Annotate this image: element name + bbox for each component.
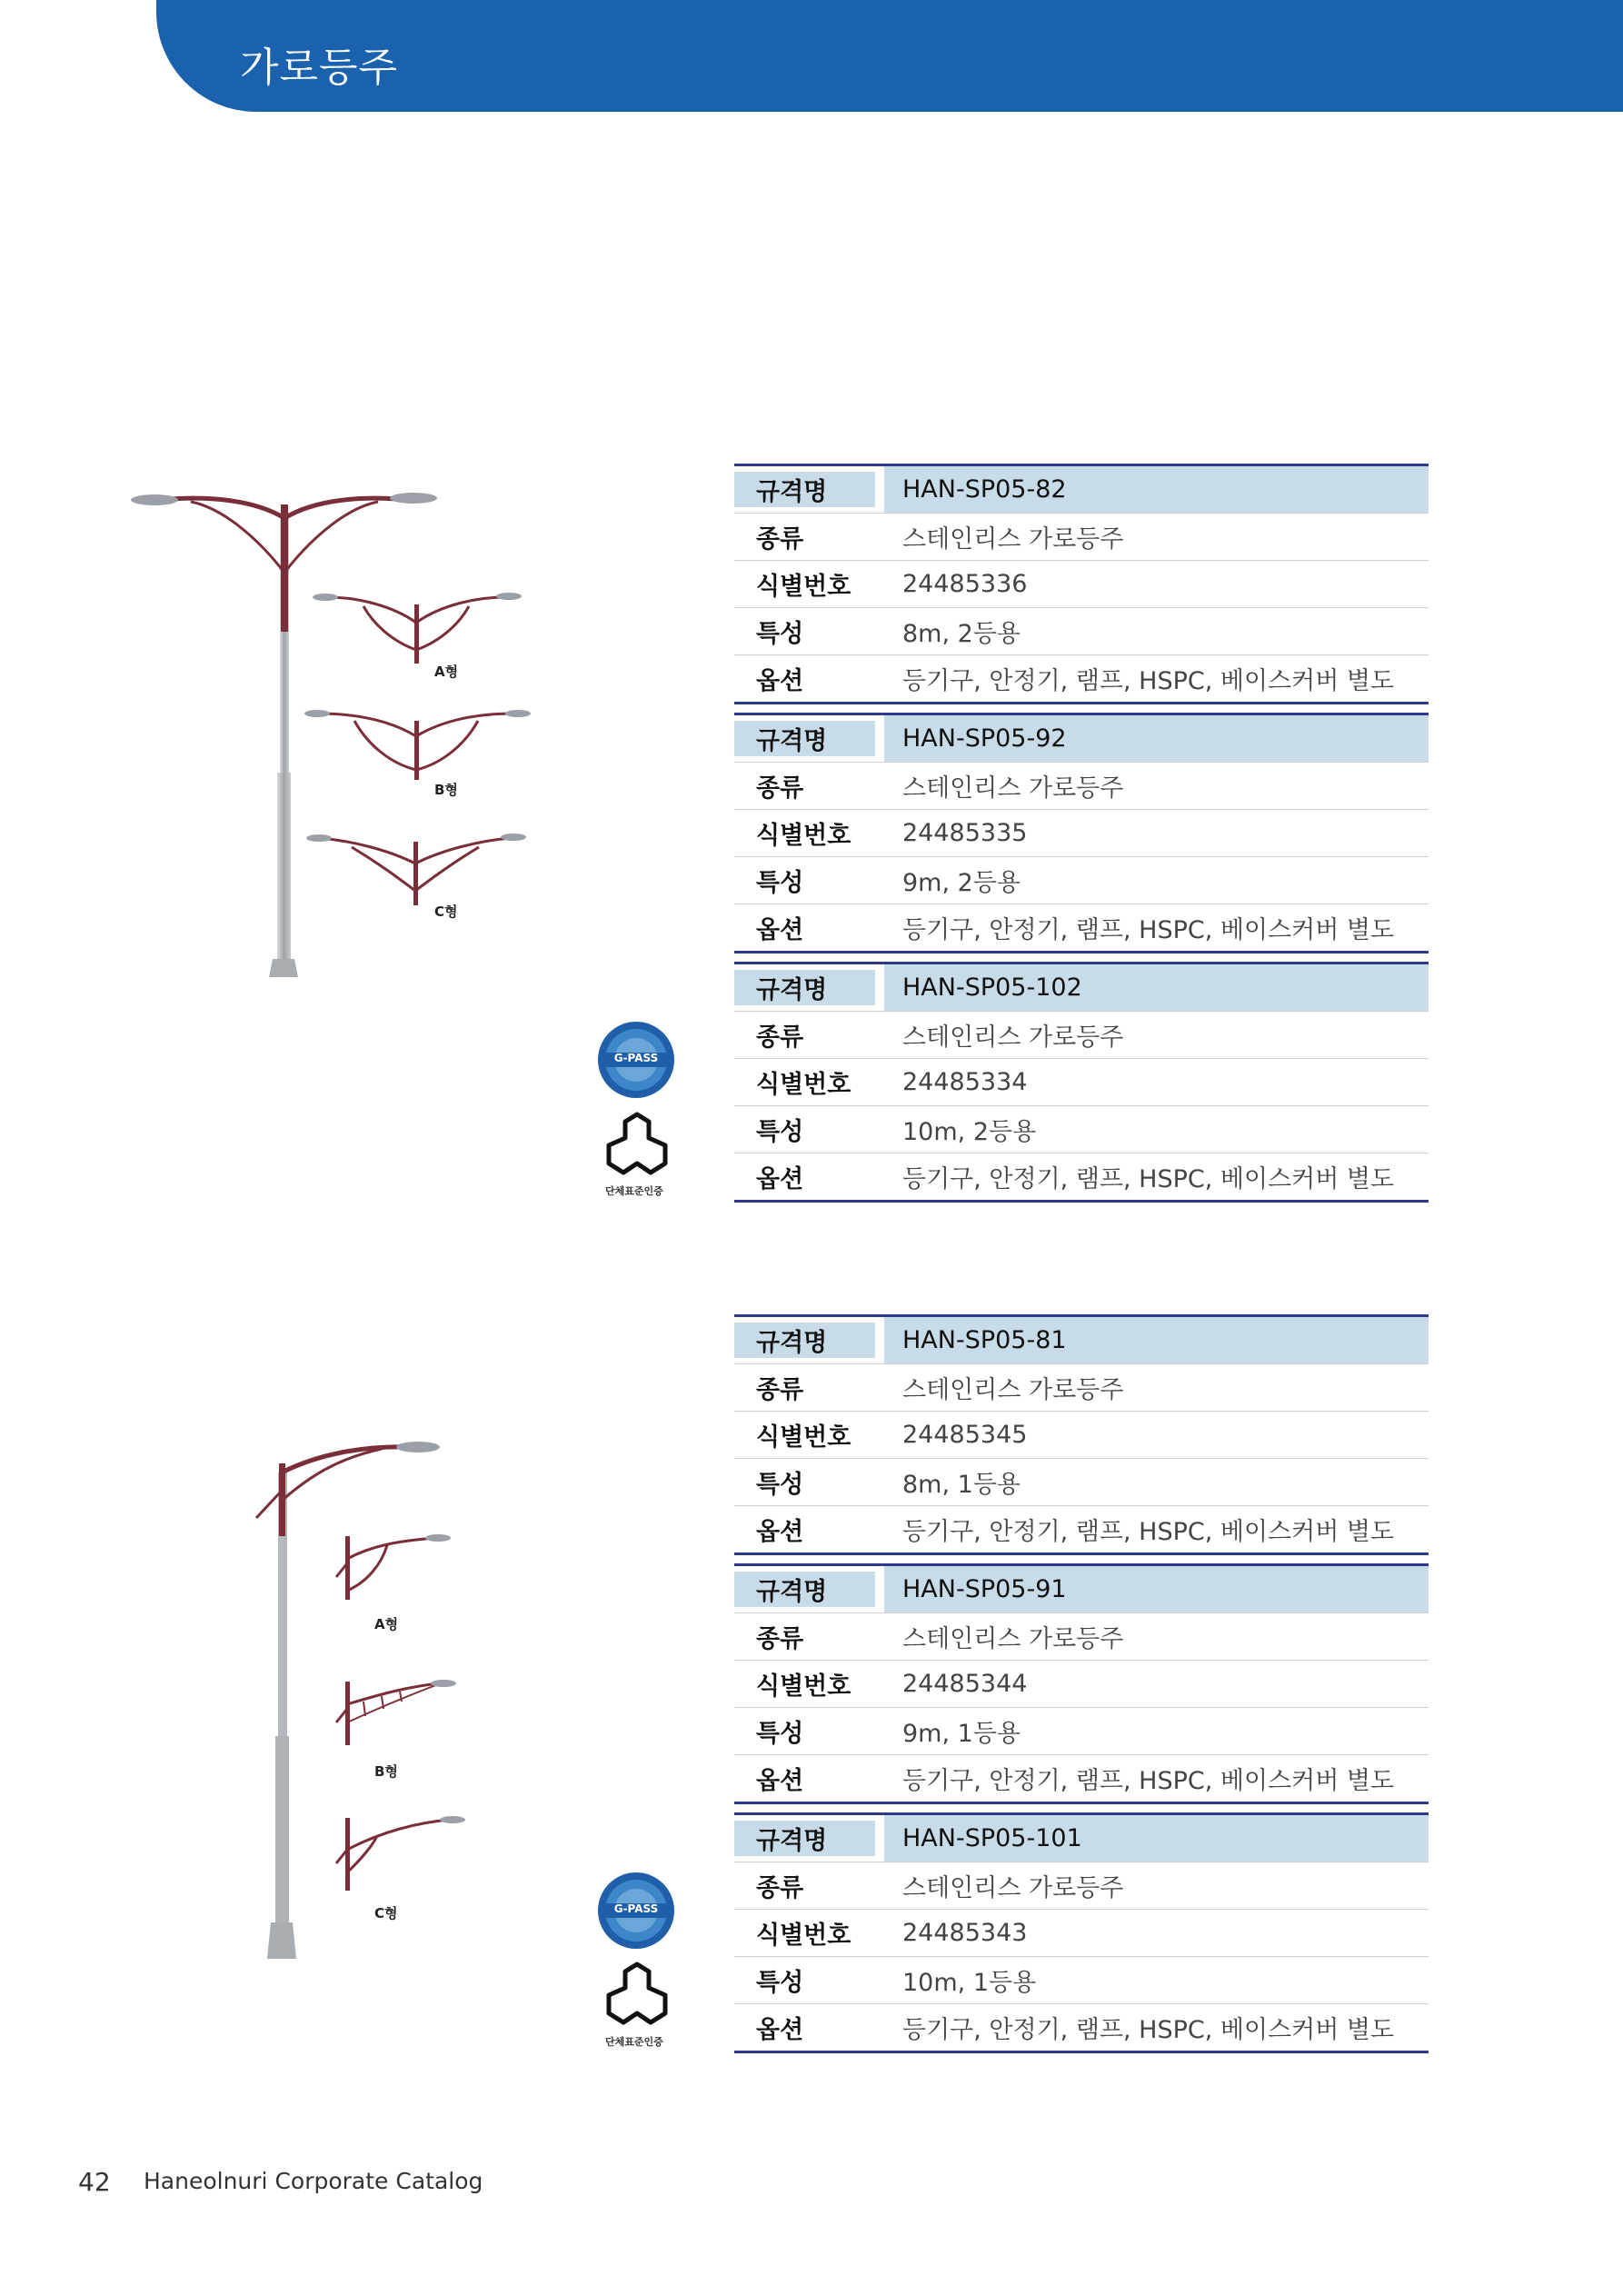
spec-row-feature — [734, 856, 1429, 903]
spec-label: 특성 — [756, 869, 804, 897]
spec-table — [734, 464, 1429, 704]
spec-label: 규격명 — [734, 472, 875, 507]
spec-value: 스테인리스 가로등주 — [902, 525, 1124, 554]
spec-row-option — [734, 654, 1429, 702]
spec-row-feature — [734, 1956, 1429, 2003]
spec-value: HAN-SP05-92 — [884, 715, 1429, 762]
spec-row-type — [734, 513, 1429, 560]
spec-table — [734, 1812, 1429, 2053]
variant-a-arm — [313, 593, 522, 664]
spec-label: 규격명 — [734, 1572, 875, 1607]
spec-value: HAN-SP05-102 — [884, 964, 1429, 1011]
single-variant-b-label: B형 — [374, 1763, 398, 1780]
spec-label: 규격명 — [734, 1323, 875, 1358]
double-arm-pole-illustration — [118, 482, 545, 1000]
spec-value: 10m, 1등용 — [902, 1969, 1037, 1997]
variant-c-arm — [306, 834, 526, 905]
group-standard-cert-icon — [598, 1111, 676, 1180]
spec-row-model — [734, 715, 1429, 762]
spec-value: 스테인리스 가로등주 — [902, 1625, 1124, 1653]
spec-value: 등기구, 안정기, 램프, HSPC, 베이스커버 별도 — [902, 1767, 1395, 1795]
spec-row-model — [734, 964, 1429, 1011]
single-arm-pole-illustration — [245, 1436, 518, 1963]
spec-row-option — [734, 1505, 1429, 1552]
spec-head-gap — [875, 1317, 884, 1363]
spec-label: 식별번호 — [756, 1071, 851, 1099]
spec-label: 특성 — [756, 1720, 804, 1748]
spec-value: 8m, 2등용 — [902, 620, 1021, 648]
spec-value: 24485344 — [902, 1670, 1028, 1698]
spec-row-id — [734, 1058, 1429, 1105]
gpass-text: G-PASS — [613, 1902, 659, 1915]
spec-row-option — [734, 903, 1429, 951]
spec-table — [734, 962, 1429, 1203]
spec-row-type — [734, 762, 1429, 809]
spec-label: 옵션 — [756, 1518, 804, 1546]
single-variant-a-label: A형 — [374, 1616, 399, 1632]
spec-label: 종류 — [756, 1376, 804, 1404]
spec-row-model — [734, 1317, 1429, 1363]
spec-label: 특성 — [756, 620, 804, 648]
page-title: 가로등주 — [240, 45, 399, 91]
spec-label: 식별번호 — [756, 1423, 851, 1452]
single-variant-c-arm — [336, 1816, 465, 1891]
spec-row-type — [734, 1862, 1429, 1909]
spec-label: 식별번호 — [756, 1922, 851, 1950]
spec-label: 옵션 — [756, 1767, 804, 1795]
spec-row-option — [734, 1153, 1429, 1200]
spec-value: 등기구, 안정기, 램프, HSPC, 베이스커버 별도 — [902, 1165, 1395, 1193]
spec-row-type — [734, 1612, 1429, 1660]
spec-value: 24485336 — [902, 570, 1028, 598]
spec-label: 특성 — [756, 1118, 804, 1146]
spec-label: 특성 — [756, 1969, 804, 1997]
spec-row-feature — [734, 1707, 1429, 1754]
spec-value: 8m, 1등용 — [902, 1471, 1021, 1499]
spec-label: 종류 — [756, 774, 804, 803]
spec-row-id — [734, 1411, 1429, 1458]
spec-label: 종류 — [756, 1874, 804, 1902]
spec-row-option — [734, 1754, 1429, 1802]
spec-label: 특성 — [756, 1471, 804, 1499]
spec-value: 등기구, 안정기, 램프, HSPC, 베이스커버 별도 — [902, 667, 1395, 695]
spec-row-feature — [734, 1458, 1429, 1505]
spec-row-model — [734, 466, 1429, 513]
spec-value: 스테인리스 가로등주 — [902, 1023, 1124, 1052]
spec-value: 9m, 1등용 — [902, 1720, 1021, 1748]
page-number: 42 — [78, 2167, 111, 2197]
spec-label: 종류 — [756, 1023, 804, 1052]
variant-a-label: A형 — [434, 664, 459, 680]
spec-label: 식별번호 — [756, 822, 851, 850]
spec-table — [734, 1563, 1429, 1804]
single-variant-a-arm — [336, 1534, 451, 1600]
variant-b-arm — [304, 710, 531, 780]
group-standard-cert-icon — [598, 1961, 676, 2030]
spec-row-type — [734, 1011, 1429, 1058]
spec-value: 등기구, 안정기, 램프, HSPC, 베이스커버 별도 — [902, 2016, 1395, 2044]
spec-head-gap — [875, 1815, 884, 1862]
spec-value: 9m, 2등용 — [902, 869, 1021, 897]
group-standard-cert-label: 단체표준인증 — [605, 2036, 663, 2048]
spec-row-id — [734, 560, 1429, 607]
spec-label: 옵션 — [756, 916, 804, 944]
spec-value: HAN-SP05-81 — [884, 1317, 1429, 1363]
spec-row-id — [734, 809, 1429, 856]
spec-value: HAN-SP05-101 — [884, 1815, 1429, 1862]
spec-label: 종류 — [756, 525, 804, 554]
spec-table — [734, 1314, 1429, 1555]
spec-row-option — [734, 2003, 1429, 2051]
spec-head-gap — [875, 466, 884, 513]
spec-head-gap — [875, 964, 884, 1011]
variant-c-label: C형 — [434, 903, 458, 920]
spec-row-feature — [734, 607, 1429, 654]
variant-b-label: B형 — [434, 782, 458, 798]
spec-value: 스테인리스 가로등주 — [902, 1874, 1124, 1902]
spec-value: 24485343 — [902, 1919, 1028, 1947]
single-variant-b-arm — [336, 1680, 456, 1745]
spec-label: 규격명 — [734, 721, 875, 756]
spec-value: 24485334 — [902, 1068, 1028, 1096]
single-variant-c-label: C형 — [374, 1905, 398, 1922]
spec-value: 등기구, 안정기, 램프, HSPC, 베이스커버 별도 — [902, 1518, 1395, 1546]
spec-value: 등기구, 안정기, 램프, HSPC, 베이스커버 별도 — [902, 916, 1395, 944]
spec-label: 규격명 — [734, 1821, 875, 1856]
spec-label: 옵션 — [756, 2016, 804, 2044]
spec-value: 스테인리스 가로등주 — [902, 774, 1124, 803]
spec-value: 24485335 — [902, 819, 1028, 847]
spec-row-model — [734, 1566, 1429, 1612]
gpass-text: G-PASS — [613, 1052, 659, 1064]
spec-value: HAN-SP05-91 — [884, 1566, 1429, 1612]
spec-value: 스테인리스 가로등주 — [902, 1376, 1124, 1404]
spec-label: 옵션 — [756, 667, 804, 695]
spec-row-id — [734, 1909, 1429, 1956]
spec-head-gap — [875, 1566, 884, 1612]
catalog-name: Haneolnuri Corporate Catalog — [144, 2168, 483, 2194]
spec-table — [734, 713, 1429, 953]
gpass-logo — [596, 1020, 676, 1100]
spec-row-id — [734, 1660, 1429, 1707]
spec-row-type — [734, 1363, 1429, 1411]
spec-value: 10m, 2등용 — [902, 1118, 1037, 1146]
spec-label: 식별번호 — [756, 1672, 851, 1701]
group-standard-cert-label: 단체표준인증 — [605, 1185, 663, 1197]
spec-row-feature — [734, 1105, 1429, 1153]
spec-head-gap — [875, 715, 884, 762]
gpass-logo — [596, 1871, 676, 1951]
spec-row-model — [734, 1815, 1429, 1862]
spec-value: HAN-SP05-82 — [884, 466, 1429, 513]
spec-label: 종류 — [756, 1625, 804, 1653]
spec-label: 규격명 — [734, 970, 875, 1005]
header-band — [156, 0, 1623, 112]
spec-label: 식별번호 — [756, 573, 851, 601]
spec-label: 옵션 — [756, 1165, 804, 1193]
spec-value: 24485345 — [902, 1421, 1028, 1449]
